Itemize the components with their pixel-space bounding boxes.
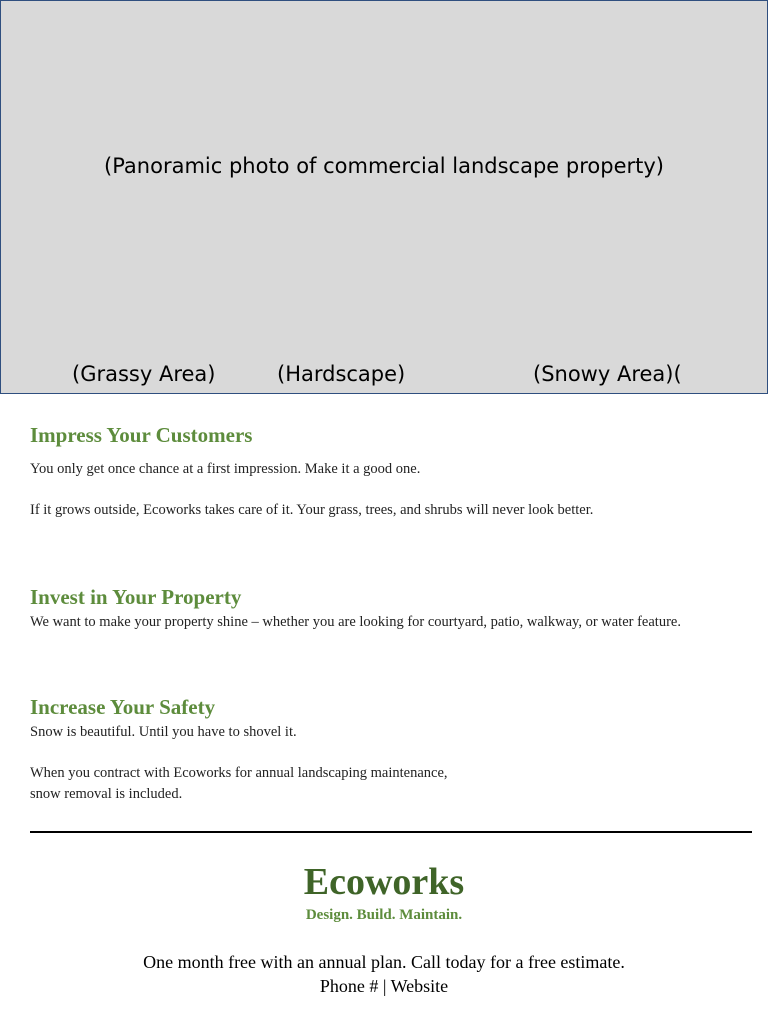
offer-text: One month free with an annual plan. Call today for a free estimate. xyxy=(143,952,625,972)
photo-caption: (Panoramic photo of commercial landscape property) xyxy=(104,154,664,178)
paragraph-snow-removal: snow removal is included. xyxy=(30,786,183,802)
paragraph-grows-outside: If it grows outside, Ecoworks takes care of it. Your grass, trees, and shrubs will never look better. xyxy=(30,502,594,518)
heading-invest: Invest in Your Property xyxy=(30,585,242,609)
paragraph-contract: When you contract with Ecoworks for annual landscaping maintenance, xyxy=(30,765,448,781)
brand-name: Ecoworks xyxy=(303,861,465,903)
contact-line: Phone # | Website xyxy=(319,976,449,996)
paragraph-property-shine: We want to make your property shine – whether you are looking for courtyard, patio, walkway, or water feature. xyxy=(30,614,681,630)
hardscape-label: (Hardscape) xyxy=(277,362,406,386)
heading-impress: Impress Your Customers xyxy=(30,423,253,447)
paragraph-snow: Snow is beautiful. Until you have to shovel it. xyxy=(30,724,297,740)
footer-divider xyxy=(30,831,752,833)
paragraph-first-impression: You only get once chance at a first impression. Make it a good one. xyxy=(30,461,421,477)
brand-tagline: Design. Build. Maintain. xyxy=(305,907,463,923)
grassy-area-label: (Grassy Area) xyxy=(72,362,216,386)
photo-placeholder xyxy=(0,0,768,394)
snowy-area-label: (Snowy Area)( xyxy=(533,362,682,386)
heading-safety: Increase Your Safety xyxy=(30,695,216,719)
